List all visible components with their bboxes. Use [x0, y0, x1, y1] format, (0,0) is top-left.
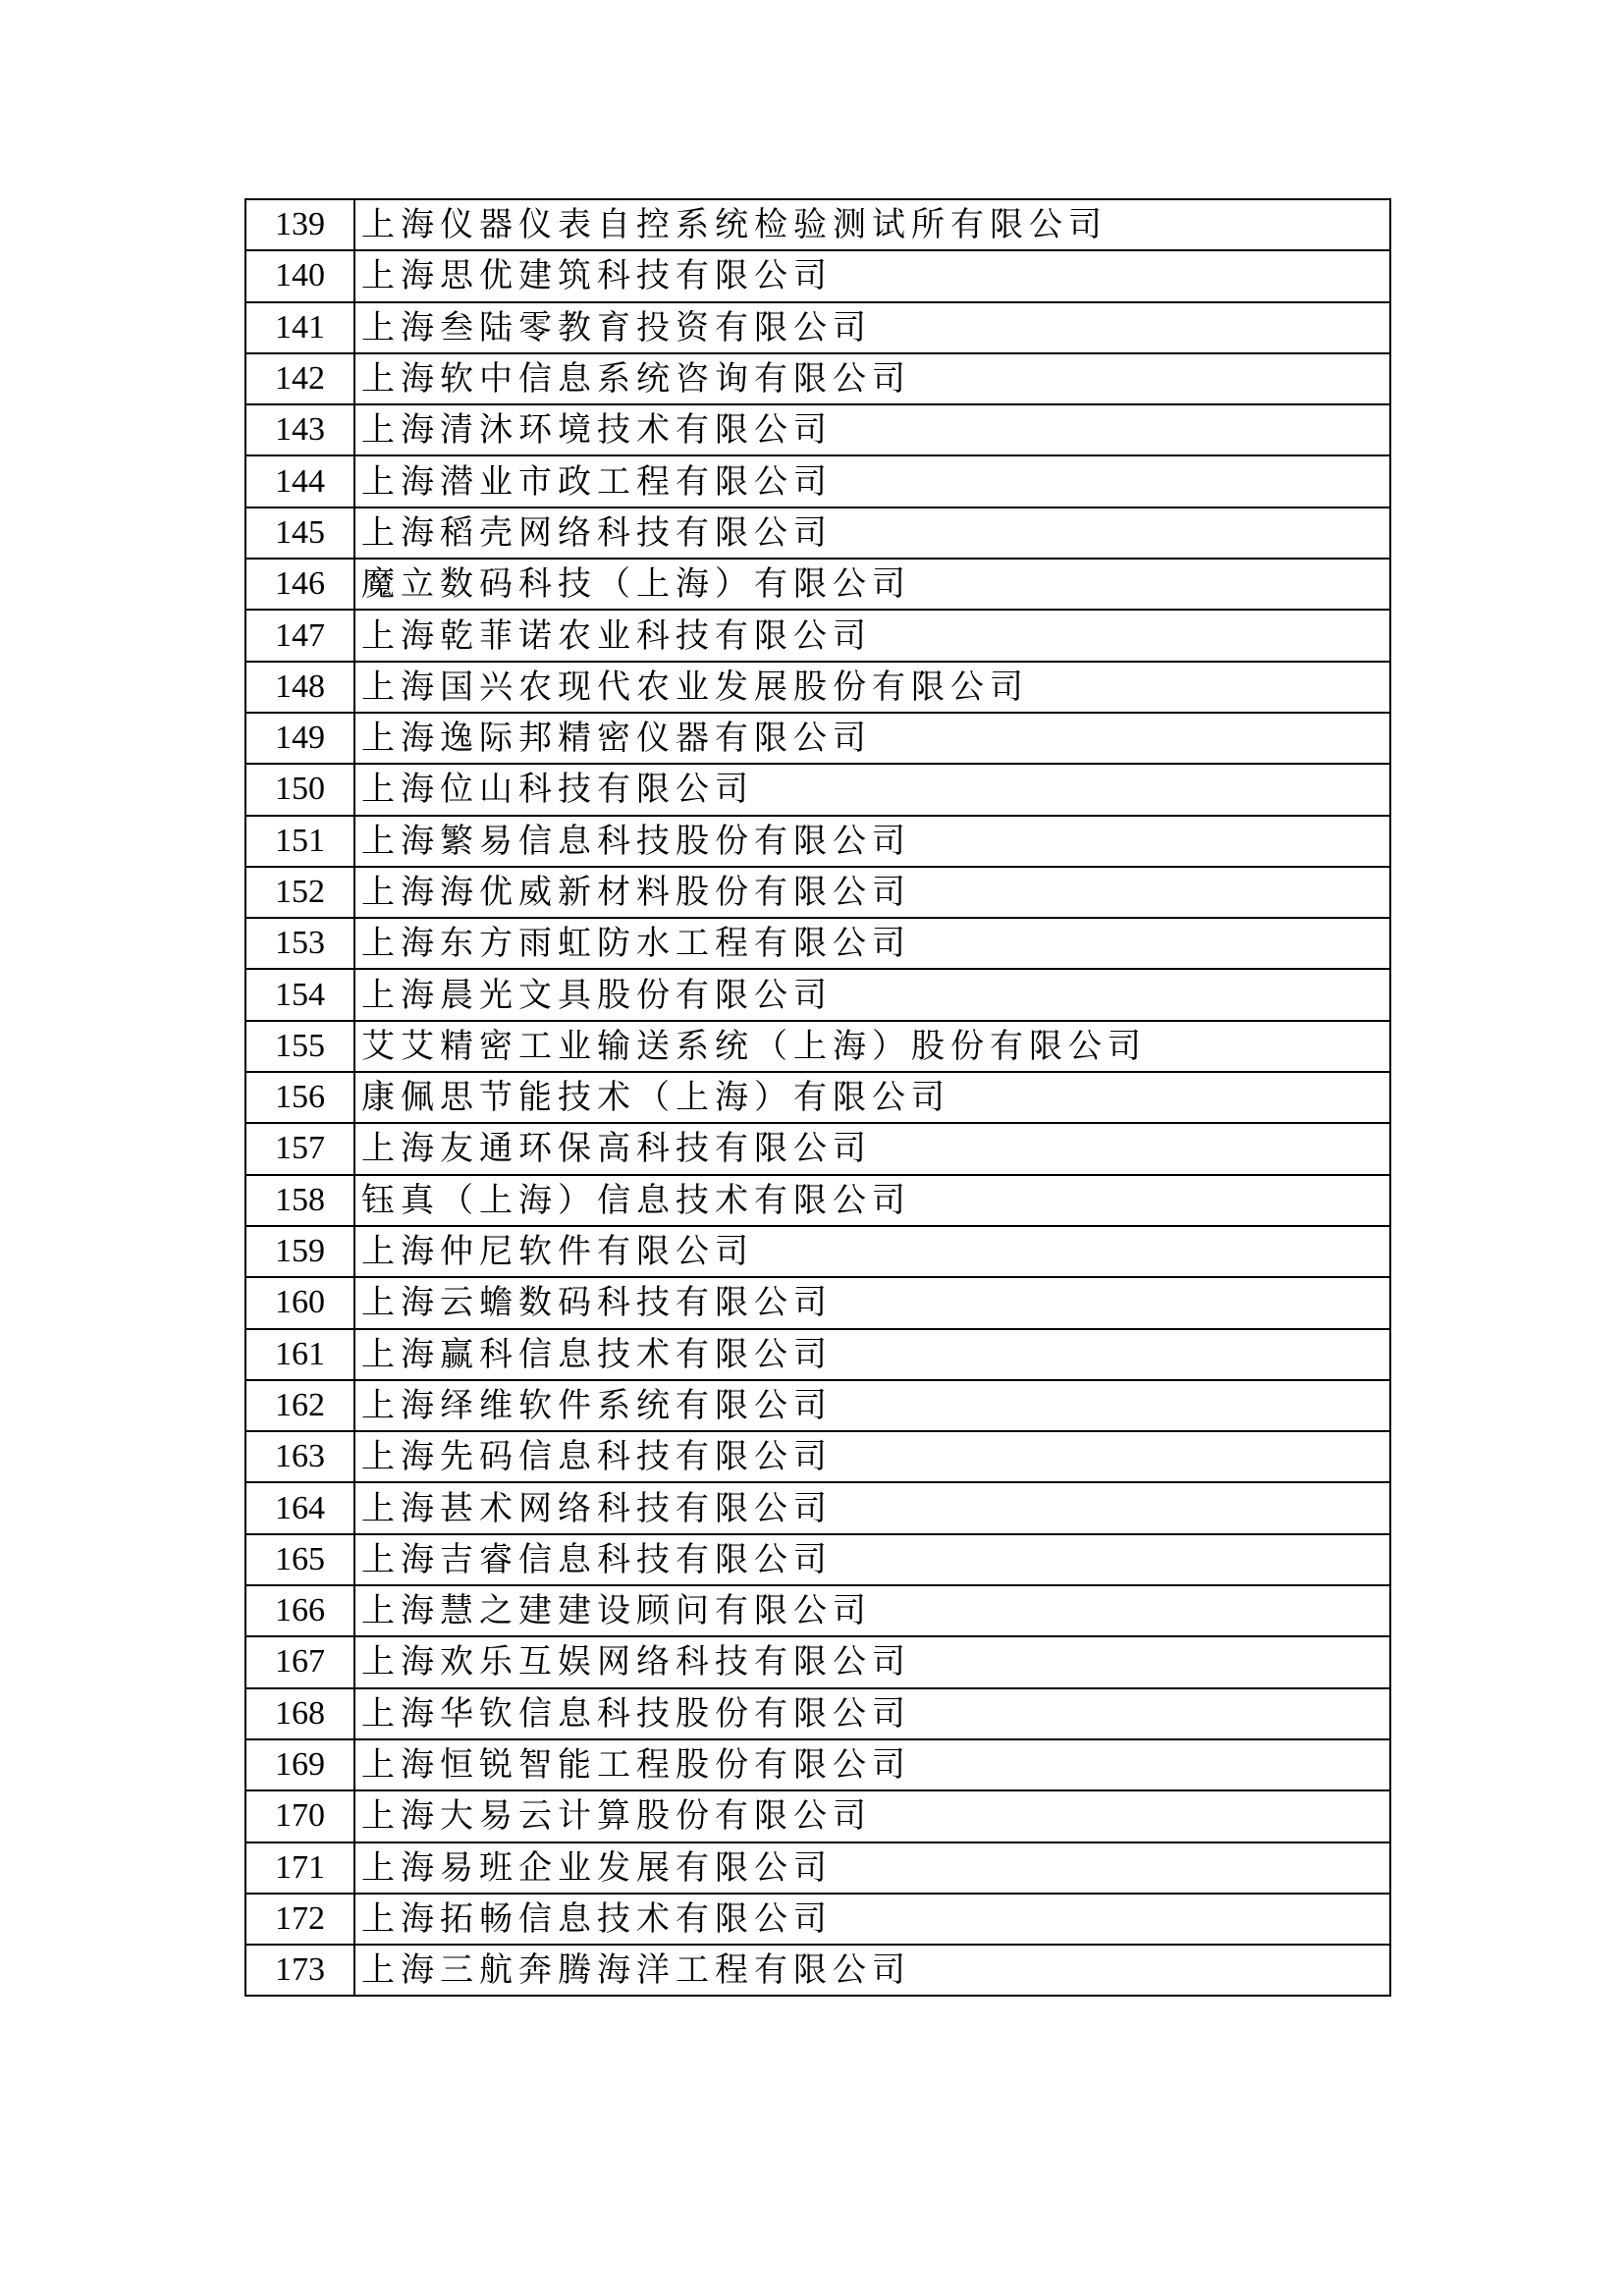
- table-row: [245, 1123, 1390, 1174]
- table-row: [245, 969, 1390, 1020]
- row-number: 160: [245, 1277, 354, 1328]
- table-row: [245, 302, 1390, 353]
- company-name: 上海潜业市政工程有限公司: [354, 455, 1390, 507]
- table-row: [245, 1945, 1390, 1996]
- table-row: [245, 1790, 1390, 1842]
- row-number: 168: [245, 1688, 354, 1739]
- row-number: 153: [245, 918, 354, 969]
- company-name: 上海甚术网络科技有限公司: [354, 1482, 1390, 1533]
- company-name: 上海东方雨虹防水工程有限公司: [354, 918, 1390, 969]
- company-name: 上海繁易信息科技股份有限公司: [354, 816, 1390, 867]
- row-number: 146: [245, 559, 354, 610]
- company-name: 上海吉睿信息科技有限公司: [354, 1534, 1390, 1585]
- table-row: [245, 1021, 1390, 1072]
- company-name: 上海云蟾数码科技有限公司: [354, 1277, 1390, 1328]
- row-number: 152: [245, 867, 354, 918]
- row-number: 144: [245, 455, 354, 507]
- table-row: [245, 1636, 1390, 1687]
- company-name: 魔立数码科技（上海）有限公司: [354, 559, 1390, 610]
- company-name: 上海叁陆零教育投资有限公司: [354, 302, 1390, 353]
- table-row: [245, 1842, 1390, 1894]
- company-name: 上海清沐环境技术有限公司: [354, 404, 1390, 455]
- company-name: 上海稻壳网络科技有限公司: [354, 507, 1390, 559]
- row-number: 159: [245, 1226, 354, 1277]
- table-row: [245, 1739, 1390, 1790]
- company-name: 上海思优建筑科技有限公司: [354, 250, 1390, 301]
- company-name: 上海先码信息科技有限公司: [354, 1431, 1390, 1482]
- row-number: 171: [245, 1842, 354, 1894]
- table-row: [245, 662, 1390, 713]
- company-name: 上海华钦信息科技股份有限公司: [354, 1688, 1390, 1739]
- table-row: [245, 1226, 1390, 1277]
- table-row: [245, 1175, 1390, 1226]
- table-row: [245, 1585, 1390, 1636]
- company-name: 钰真（上海）信息技术有限公司: [354, 1175, 1390, 1226]
- table-row: [245, 199, 1390, 250]
- company-name: 上海易班企业发展有限公司: [354, 1842, 1390, 1894]
- company-list-table: [244, 198, 1391, 1997]
- table-row: [245, 610, 1390, 661]
- table-row: [245, 1072, 1390, 1123]
- company-name: 上海赢科信息技术有限公司: [354, 1329, 1390, 1380]
- row-number: 142: [245, 353, 354, 404]
- row-number: 158: [245, 1175, 354, 1226]
- table-row: [245, 713, 1390, 764]
- company-name: 上海恒锐智能工程股份有限公司: [354, 1739, 1390, 1790]
- company-name: 上海友通环保高科技有限公司: [354, 1123, 1390, 1174]
- row-number: 167: [245, 1636, 354, 1687]
- row-number: 148: [245, 662, 354, 713]
- row-number: 143: [245, 404, 354, 455]
- row-number: 161: [245, 1329, 354, 1380]
- company-name: 上海乾菲诺农业科技有限公司: [354, 610, 1390, 661]
- table-row: [245, 867, 1390, 918]
- table-row: [245, 559, 1390, 610]
- company-name: 上海位山科技有限公司: [354, 764, 1390, 815]
- row-number: 157: [245, 1123, 354, 1174]
- row-number: 140: [245, 250, 354, 301]
- table-row: [245, 816, 1390, 867]
- row-number: 162: [245, 1380, 354, 1431]
- row-number: 141: [245, 302, 354, 353]
- company-name: 康佩思节能技术（上海）有限公司: [354, 1072, 1390, 1123]
- company-name: 上海海优威新材料股份有限公司: [354, 867, 1390, 918]
- row-number: 172: [245, 1894, 354, 1945]
- table-row: [245, 250, 1390, 301]
- table-row: [245, 1277, 1390, 1328]
- company-name: 上海拓畅信息技术有限公司: [354, 1894, 1390, 1945]
- row-number: 166: [245, 1585, 354, 1636]
- row-number: 155: [245, 1021, 354, 1072]
- company-name: 上海三航奔腾海洋工程有限公司: [354, 1945, 1390, 1996]
- row-number: 149: [245, 713, 354, 764]
- row-number: 147: [245, 610, 354, 661]
- company-name: 上海仪器仪表自控系统检验测试所有限公司: [354, 199, 1390, 250]
- row-number: 139: [245, 199, 354, 250]
- company-name: 艾艾精密工业输送系统（上海）股份有限公司: [354, 1021, 1390, 1072]
- company-name: 上海慧之建建设顾问有限公司: [354, 1585, 1390, 1636]
- row-number: 173: [245, 1945, 354, 1996]
- company-name: 上海晨光文具股份有限公司: [354, 969, 1390, 1020]
- company-name: 上海仲尼软件有限公司: [354, 1226, 1390, 1277]
- row-number: 154: [245, 969, 354, 1020]
- table-row: [245, 404, 1390, 455]
- table-row: [245, 1329, 1390, 1380]
- table-row: [245, 1431, 1390, 1482]
- company-name: 上海软中信息系统咨询有限公司: [354, 353, 1390, 404]
- row-number: 145: [245, 507, 354, 559]
- company-name: 上海绎维软件系统有限公司: [354, 1380, 1390, 1431]
- row-number: 151: [245, 816, 354, 867]
- table-row: [245, 455, 1390, 507]
- company-name: 上海欢乐互娱网络科技有限公司: [354, 1636, 1390, 1687]
- row-number: 156: [245, 1072, 354, 1123]
- table-row: [245, 507, 1390, 559]
- row-number: 163: [245, 1431, 354, 1482]
- table-row: [245, 353, 1390, 404]
- table-row: [245, 1380, 1390, 1431]
- table-row: [245, 764, 1390, 815]
- table-row: [245, 1534, 1390, 1585]
- row-number: 169: [245, 1739, 354, 1790]
- row-number: 165: [245, 1534, 354, 1585]
- company-list-body: [245, 199, 1390, 1996]
- company-name: 上海国兴农现代农业发展股份有限公司: [354, 662, 1390, 713]
- company-name: 上海逸际邦精密仪器有限公司: [354, 713, 1390, 764]
- table-row: [245, 1688, 1390, 1739]
- company-name: 上海大易云计算股份有限公司: [354, 1790, 1390, 1842]
- table-row: [245, 1482, 1390, 1533]
- row-number: 164: [245, 1482, 354, 1533]
- table-row: [245, 1894, 1390, 1945]
- table-row: [245, 918, 1390, 969]
- row-number: 150: [245, 764, 354, 815]
- row-number: 170: [245, 1790, 354, 1842]
